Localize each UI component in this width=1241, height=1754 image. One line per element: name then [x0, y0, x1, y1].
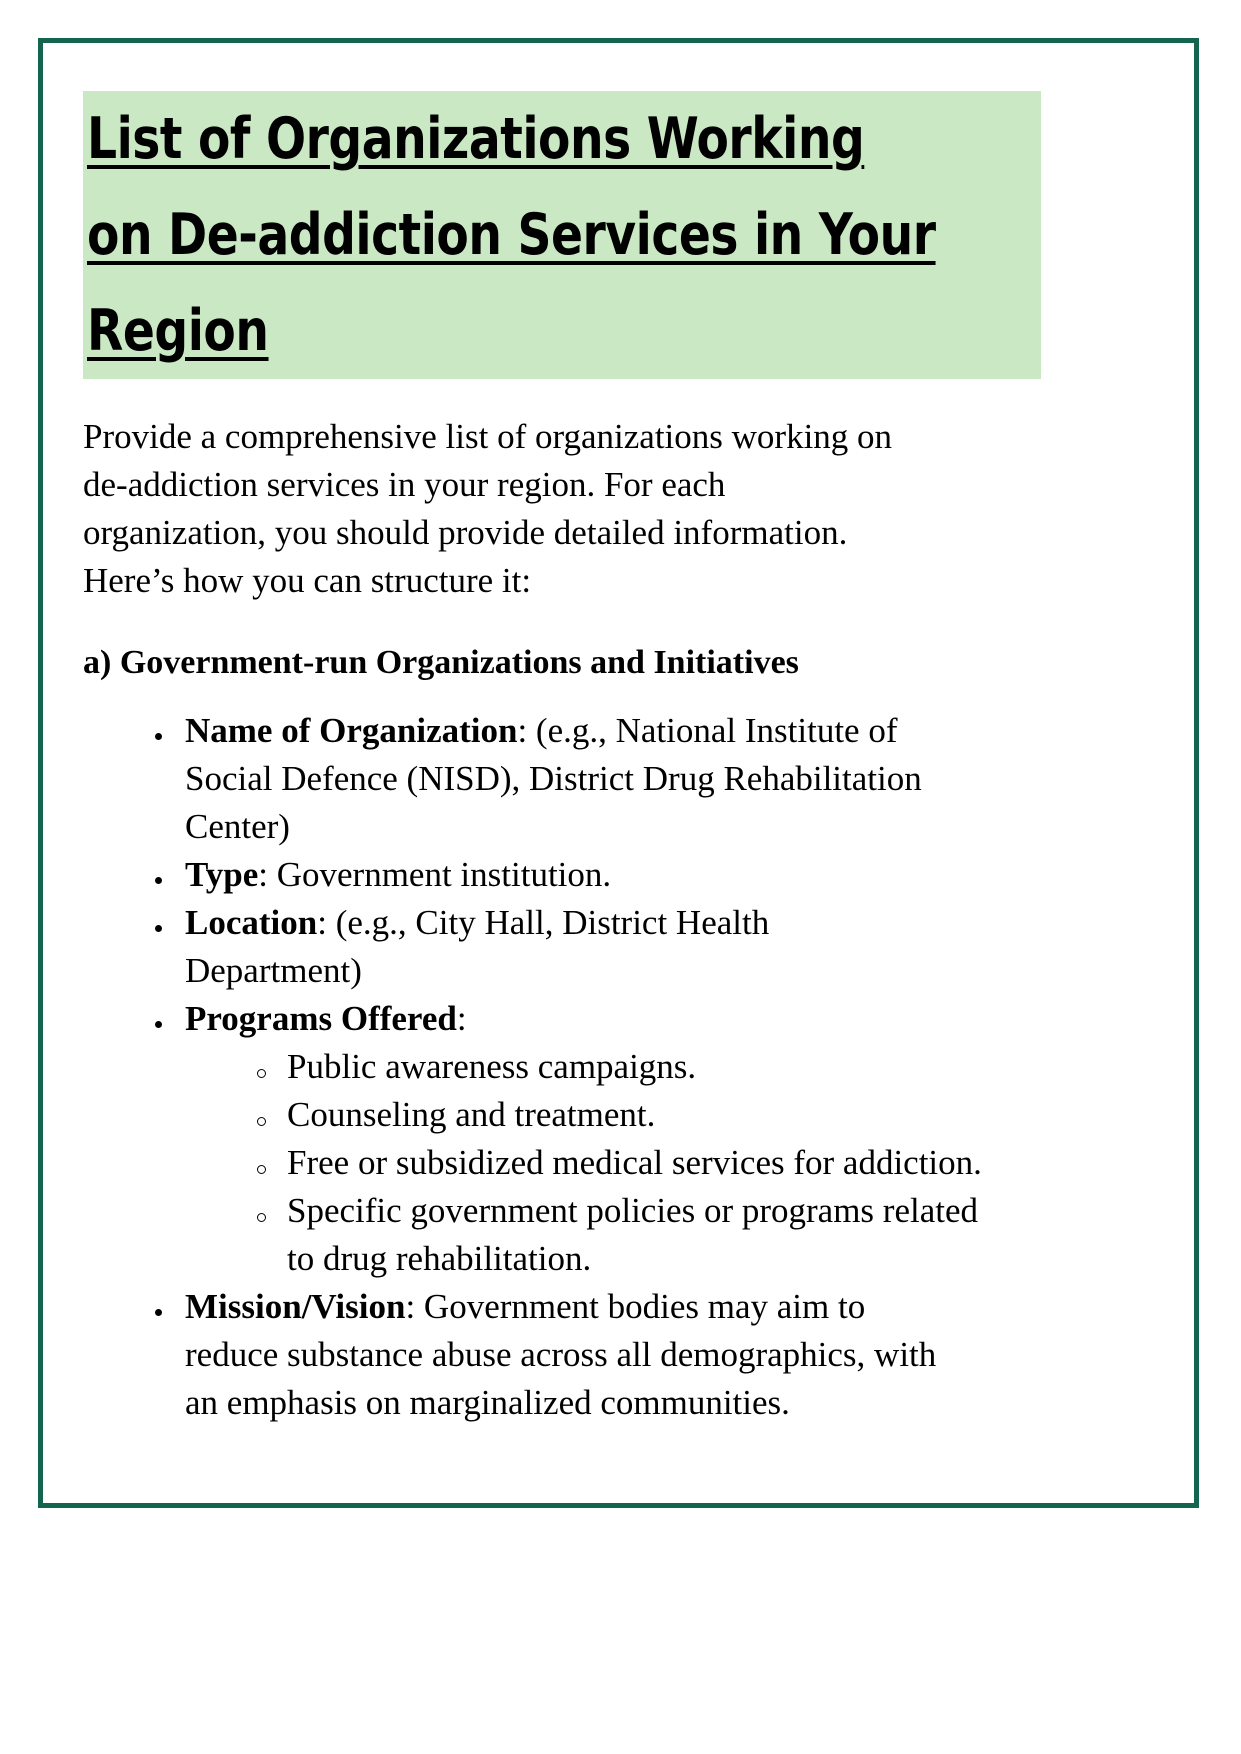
list-item-line [185, 851, 1083, 899]
sub-list-item [249, 1091, 1083, 1139]
list-item-text: : Government bodies may aim to [405, 1287, 866, 1326]
list-item-text: : Government institution. [258, 855, 612, 894]
list-item [145, 995, 1083, 1283]
list-item [145, 899, 1083, 995]
intro-line: de-addiction services in your region. For each [83, 465, 726, 504]
list-item [145, 1283, 1083, 1427]
list-item-text: : (e.g., City Hall, District Health [317, 903, 770, 942]
list-item-line: Social Defence (NISD), District Drug Rehabilitation [185, 759, 922, 798]
list-item-text: : [456, 999, 467, 1038]
list-item-label: Type [185, 855, 259, 894]
section-heading: a) Government-run Organizations and Initiatives [83, 644, 799, 681]
list-item-label: Programs Offered [185, 999, 457, 1038]
list-item-label: Name of Organization [185, 711, 518, 750]
list-item [145, 851, 1083, 899]
sub-list-item-line: to drug rehabilitation. [287, 1239, 592, 1278]
list-item-label: Location [185, 903, 318, 942]
list-item-line [185, 1283, 1083, 1331]
organization-detail-list [83, 707, 1083, 1427]
page-title-line-1: List of Organizations Working [83, 91, 1041, 187]
intro-paragraph [83, 413, 1045, 605]
list-item-label: Mission/Vision [185, 1287, 406, 1326]
intro-line: Here’s how you can structure it: [83, 561, 532, 600]
list-item [145, 707, 1083, 851]
document-content [83, 91, 1083, 1427]
page-title [83, 91, 1041, 379]
list-item-line: an emphasis on marginalized communities. [185, 1383, 790, 1422]
page-title-line-2: on De-addiction Services in Your [83, 187, 1041, 283]
list-item-line [185, 899, 1083, 947]
list-item-line [185, 995, 1083, 1043]
sub-list-item-line: Counseling and treatment. [287, 1095, 656, 1134]
list-item-line [185, 707, 1083, 755]
sub-list-item-line: Public awareness campaigns. [287, 1047, 697, 1086]
page-title-line-3: Region [83, 283, 1041, 379]
sub-list-item [249, 1043, 1083, 1091]
sub-list-item [249, 1187, 1083, 1283]
sub-list-item-line: Free or subsidized medical services for addiction. [287, 1143, 982, 1182]
list-item-text: : (e.g., National Institute of [517, 711, 898, 750]
list-item-line: Center) [185, 807, 290, 846]
intro-line: organization, you should provide detailed information. [83, 513, 848, 552]
sub-list-item-line: Specific government policies or programs related [287, 1191, 979, 1230]
list-item-line: Department) [185, 951, 362, 990]
programs-offered-sublist [185, 1043, 1083, 1283]
intro-line: Provide a comprehensive list of organizations working on [83, 417, 893, 456]
list-item-line: reduce substance abuse across all demographics, with [185, 1335, 937, 1374]
page-border-frame [38, 38, 1199, 1508]
sub-list-item [249, 1139, 1083, 1187]
